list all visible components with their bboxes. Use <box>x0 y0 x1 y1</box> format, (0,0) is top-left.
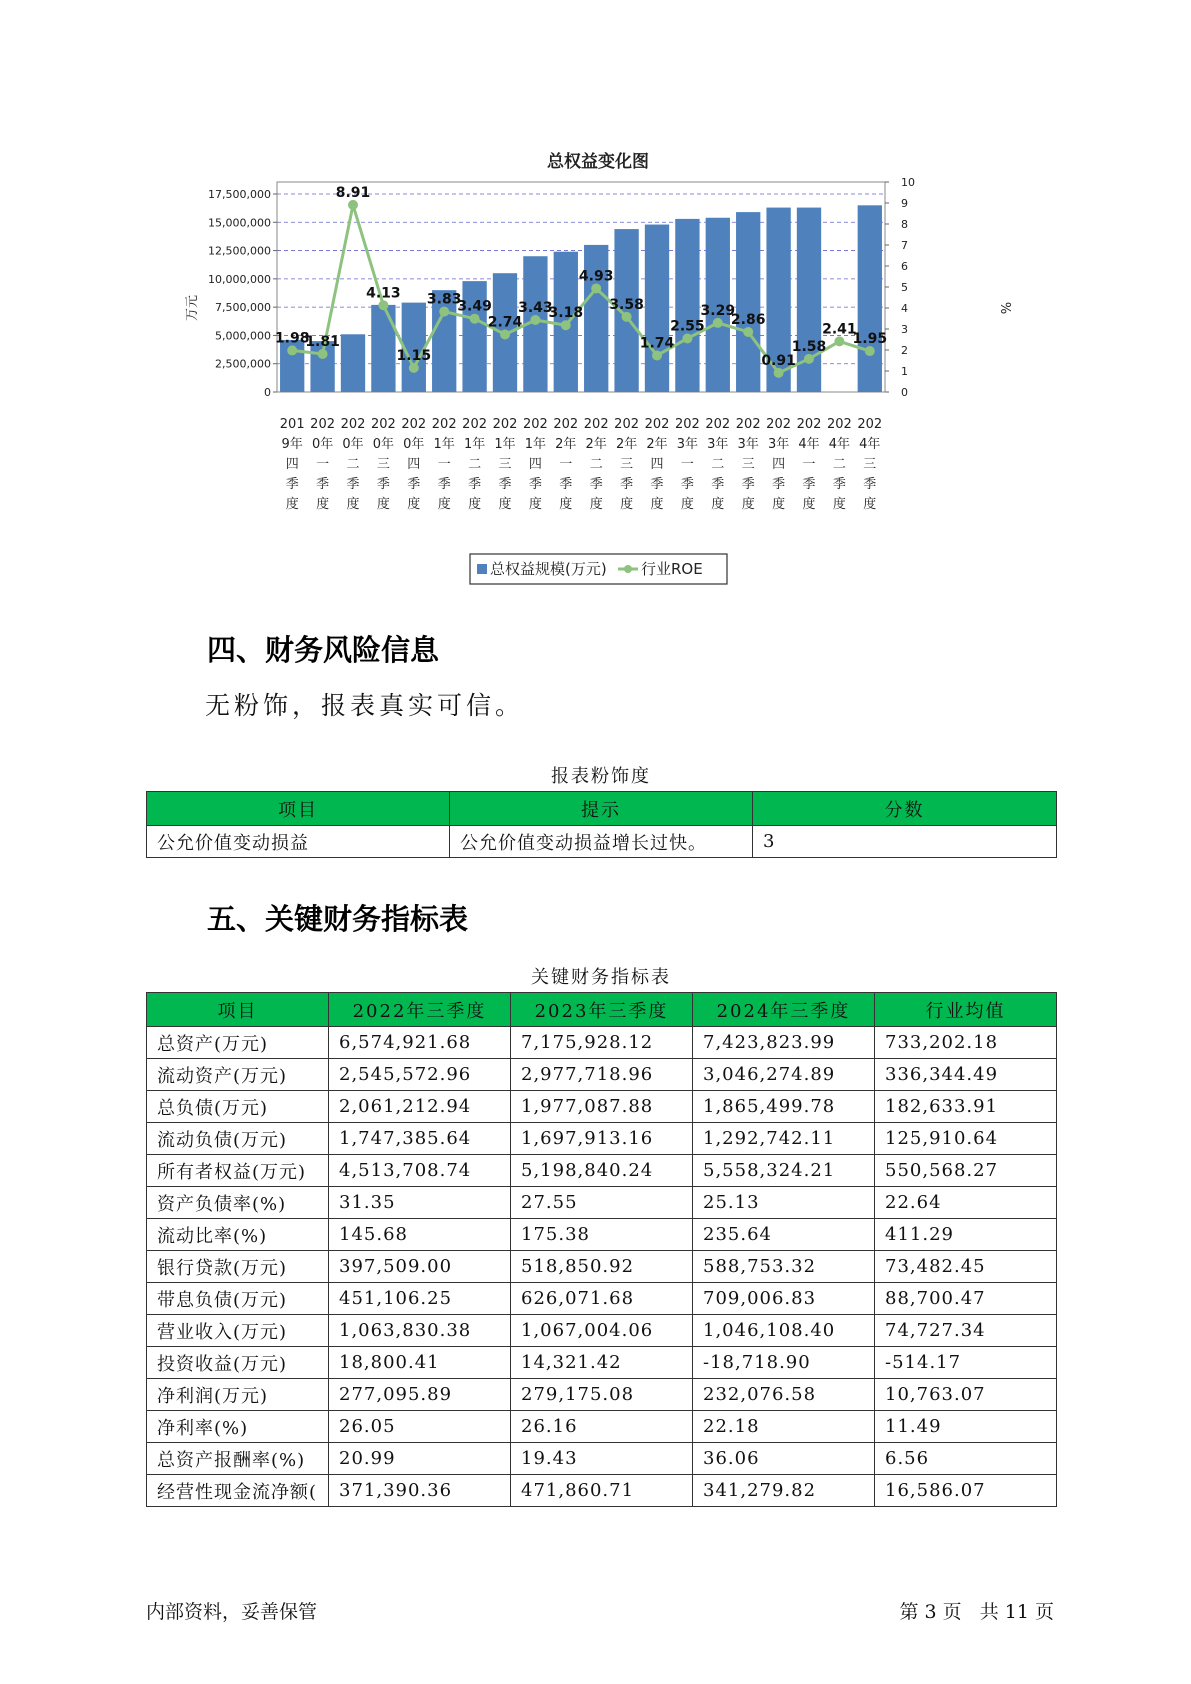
value-industry: 733,202.18 <box>875 1027 1057 1059</box>
value-2024: 25.13 <box>693 1187 875 1219</box>
metrics-header-item: 项目 <box>147 993 329 1027</box>
footer-confidential: 内部资料，妥善保管 <box>146 1601 318 1623</box>
value-industry: 11.49 <box>875 1411 1057 1443</box>
right-axis-label: % <box>997 301 1012 315</box>
metric-name: 营业收入(万元) <box>147 1315 329 1347</box>
x-tick-label: 度 <box>285 497 299 512</box>
x-tick-label: 三 <box>620 457 634 472</box>
value-2022: 277,095.89 <box>329 1379 511 1411</box>
risk-table <box>146 791 1057 858</box>
x-tick-label: 度 <box>316 497 330 512</box>
x-tick-label: 1年 <box>524 437 547 452</box>
left-tick-label: 0 <box>264 386 271 399</box>
risk-cell-score: 3 <box>753 826 1057 858</box>
table-row <box>147 1315 1057 1347</box>
x-tick-label: 度 <box>376 497 390 512</box>
metric-name: 银行贷款(万元) <box>147 1251 329 1283</box>
metric-name: 净利润(万元) <box>147 1379 329 1411</box>
x-tick-label: 201 <box>279 417 305 432</box>
x-tick-label: 度 <box>711 497 725 512</box>
x-tick-label: 1年 <box>433 437 455 452</box>
x-tick-label: 0年 <box>342 437 364 452</box>
x-tick-label: 三 <box>741 457 755 472</box>
x-tick-label: 度 <box>832 497 846 512</box>
value-2024: 1,865,499.78 <box>693 1091 875 1123</box>
value-2024: 7,423,823.99 <box>693 1027 875 1059</box>
x-tick-label: 度 <box>528 497 542 512</box>
value-2023: 471,860.71 <box>511 1475 693 1507</box>
roe-data-label: 3.49 <box>457 298 492 315</box>
value-industry: 6.56 <box>875 1443 1057 1475</box>
risk-cell-hint: 公允价值变动损益增长过快。 <box>450 826 753 858</box>
x-tick-label: 202 <box>826 417 852 432</box>
value-industry: 73,482.45 <box>875 1251 1057 1283</box>
x-tick-label: 季 <box>589 477 603 492</box>
x-tick-label: 度 <box>407 497 421 512</box>
roe-point <box>834 336 844 346</box>
x-tick-label: 202 <box>705 417 731 432</box>
roe-point <box>682 333 692 343</box>
metric-name: 投资收益(万元) <box>147 1347 329 1379</box>
roe-data-label: 1.95 <box>852 331 888 348</box>
table-row <box>147 1091 1057 1123</box>
metric-name: 流动负债(万元) <box>147 1123 329 1155</box>
value-2024: 588,753.32 <box>693 1251 875 1283</box>
x-tick-label: 一 <box>559 457 573 472</box>
section5-heading: 五、关键财务指标表 <box>207 902 469 936</box>
x-tick-label: 0年 <box>372 437 395 452</box>
roe-point <box>378 300 388 310</box>
x-tick-label: 度 <box>620 497 634 512</box>
value-2022: 2,545,572.96 <box>329 1059 511 1091</box>
x-tick-label: 2年 <box>585 437 607 452</box>
value-2023: 5,198,840.24 <box>511 1155 693 1187</box>
x-tick-label: 一 <box>802 457 816 472</box>
value-2024: 1,046,108.40 <box>693 1315 875 1347</box>
bar <box>858 205 882 392</box>
roe-data-label: 3.29 <box>700 302 736 319</box>
x-tick-label: 度 <box>346 497 360 512</box>
x-tick-label: 202 <box>644 417 670 432</box>
risk-header-item: 项目 <box>147 792 450 826</box>
x-tick-label: 二 <box>832 457 846 472</box>
x-tick-label: 4年 <box>828 437 851 452</box>
value-2022: 31.35 <box>329 1187 511 1219</box>
risk-header-score: 分数 <box>753 792 1057 826</box>
roe-data-label: 3.83 <box>426 291 462 308</box>
value-industry: 411.29 <box>875 1219 1057 1251</box>
metrics-table <box>146 992 1057 1507</box>
value-industry: 125,910.64 <box>875 1123 1057 1155</box>
line-series <box>275 185 887 378</box>
value-2024: 709,006.83 <box>693 1283 875 1315</box>
value-2024: 1,292,742.11 <box>693 1123 875 1155</box>
risk-cell-item: 公允价值变动损益 <box>147 826 450 858</box>
roe-point <box>743 327 753 337</box>
value-2024: 3,046,274.89 <box>693 1059 875 1091</box>
x-tick-label: 4年 <box>798 437 820 452</box>
x-tick-label: 202 <box>674 417 700 432</box>
roe-data-label: 4.13 <box>366 285 401 302</box>
x-tick-label: 季 <box>772 477 786 492</box>
x-tick-label: 202 <box>340 417 366 432</box>
value-2023: 1,067,004.06 <box>511 1315 693 1347</box>
left-tick-label: 12,500,000 <box>208 244 271 258</box>
metrics-header-2022: 2022年三季度 <box>329 993 511 1027</box>
value-industry: 22.64 <box>875 1187 1057 1219</box>
legend-line-label: 行业ROE <box>641 560 703 578</box>
metrics-header-industry: 行业均值 <box>875 993 1057 1027</box>
x-tick-label: 季 <box>680 477 694 492</box>
x-tick-label: 季 <box>620 477 634 492</box>
x-tick-label: 季 <box>376 477 390 492</box>
left-tick-label: 7,500,000 <box>215 301 271 315</box>
value-2024: 36.06 <box>693 1443 875 1475</box>
bar <box>736 212 760 392</box>
x-tick-label: 四 <box>528 457 542 472</box>
bar <box>341 334 365 392</box>
x-tick-label: 季 <box>528 477 542 492</box>
x-tick-label: 度 <box>741 497 755 512</box>
table-row <box>147 1155 1057 1187</box>
table-row <box>147 1059 1057 1091</box>
value-2022: 6,574,921.68 <box>329 1027 511 1059</box>
metrics-table-body <box>147 1027 1057 1507</box>
metric-name: 带息负债(万元) <box>147 1283 329 1315</box>
roe-point <box>591 283 601 293</box>
roe-data-label: 1.15 <box>396 347 432 364</box>
value-2024: 22.18 <box>693 1411 875 1443</box>
right-tick-label: 5 <box>901 281 908 294</box>
bar <box>645 225 669 392</box>
metrics-header-2024: 2024年三季度 <box>693 993 875 1027</box>
left-axis <box>208 188 277 399</box>
value-2022: 397,509.00 <box>329 1251 511 1283</box>
x-tick-label: 三 <box>863 457 877 472</box>
x-tick-label: 202 <box>462 417 488 432</box>
value-2024: 5,558,324.21 <box>693 1155 875 1187</box>
footer-page-number: 第 3 页 共 11 页 <box>899 1601 1054 1623</box>
value-2022: 1,063,830.38 <box>329 1315 511 1347</box>
right-tick-label: 0 <box>901 386 908 399</box>
value-2023: 14,321.42 <box>511 1347 693 1379</box>
table-row <box>147 1347 1057 1379</box>
x-tick-label: 3年 <box>676 437 699 452</box>
x-tick-label: 度 <box>650 497 664 512</box>
right-axis <box>885 176 915 399</box>
roe-point <box>865 346 875 356</box>
bar <box>675 219 699 392</box>
value-industry: 74,727.34 <box>875 1315 1057 1347</box>
x-axis-labels <box>280 417 882 512</box>
roe-point <box>318 349 328 359</box>
roe-point <box>774 368 784 378</box>
roe-data-label: 2.41 <box>822 321 857 338</box>
x-tick-label: 9年 <box>281 437 303 452</box>
metric-name: 总资产报酬率(%) <box>147 1443 329 1475</box>
roe-data-label: 1.74 <box>639 335 675 352</box>
x-tick-label: 202 <box>735 417 761 432</box>
roe-data-label: 0.91 <box>761 352 796 369</box>
value-2024: 232,076.58 <box>693 1379 875 1411</box>
roe-point <box>622 312 632 322</box>
x-tick-label: 季 <box>407 477 421 492</box>
roe-point <box>439 307 449 317</box>
x-tick-label: 202 <box>401 417 427 432</box>
x-tick-label: 一 <box>437 457 451 472</box>
right-tick-label: 7 <box>901 239 908 252</box>
x-tick-label: 季 <box>285 477 299 492</box>
metric-name: 净利率(%) <box>147 1411 329 1443</box>
value-2023: 1,977,087.88 <box>511 1091 693 1123</box>
metric-name: 总资产(万元) <box>147 1027 329 1059</box>
roe-data-label: 4.93 <box>578 268 614 285</box>
x-tick-label: 202 <box>553 417 579 432</box>
legend-bar-label: 总权益规模(万元) <box>490 560 607 578</box>
value-2022: 145.68 <box>329 1219 511 1251</box>
value-2022: 18,800.41 <box>329 1347 511 1379</box>
metric-name: 流动比率(%) <box>147 1219 329 1251</box>
x-tick-label: 一 <box>680 457 694 472</box>
x-tick-label: 季 <box>316 477 330 492</box>
x-tick-label: 季 <box>346 477 360 492</box>
x-tick-label: 202 <box>431 417 457 432</box>
x-tick-label: 2年 <box>615 437 638 452</box>
x-tick-label: 度 <box>802 497 816 512</box>
right-tick-label: 10 <box>901 176 915 189</box>
right-tick-label: 2 <box>901 344 908 357</box>
chart-legend <box>470 554 727 584</box>
x-tick-label: 202 <box>857 417 883 432</box>
x-tick-label: 三 <box>376 457 390 472</box>
right-tick-label: 8 <box>901 218 908 231</box>
table-row <box>147 1379 1057 1411</box>
section4-text: 无粉饰，报表真实可信。 <box>205 691 525 720</box>
x-tick-label: 2年 <box>555 437 577 452</box>
right-tick-label: 6 <box>901 260 908 273</box>
x-tick-label: 度 <box>680 497 694 512</box>
x-tick-label: 二 <box>468 457 482 472</box>
roe-data-label: 1.81 <box>305 333 340 350</box>
roe-data-label: 3.43 <box>518 299 553 316</box>
value-2022: 20.99 <box>329 1443 511 1475</box>
left-axis-label: 万元 <box>185 294 200 322</box>
x-tick-label: 度 <box>437 497 451 512</box>
metrics-table-caption: 关键财务指标表 <box>531 967 671 988</box>
x-tick-label: 季 <box>650 477 664 492</box>
value-2023: 175.38 <box>511 1219 693 1251</box>
x-tick-label: 度 <box>498 497 512 512</box>
x-tick-label: 季 <box>863 477 877 492</box>
roe-data-label: 2.86 <box>730 311 766 328</box>
value-2023: 279,175.08 <box>511 1379 693 1411</box>
x-tick-label: 3年 <box>707 437 729 452</box>
left-tick-label: 15,000,000 <box>208 216 271 230</box>
value-2023: 2,977,718.96 <box>511 1059 693 1091</box>
right-tick-label: 3 <box>901 323 908 336</box>
x-tick-label: 202 <box>310 417 336 432</box>
value-2022: 1,747,385.64 <box>329 1123 511 1155</box>
risk-table-header <box>147 792 1057 826</box>
roe-point <box>804 354 814 364</box>
roe-point <box>530 315 540 325</box>
metric-name: 流动资产(万元) <box>147 1059 329 1091</box>
table-row <box>147 1251 1057 1283</box>
value-industry: 182,633.91 <box>875 1091 1057 1123</box>
risk-header-hint: 提示 <box>450 792 753 826</box>
x-tick-label: 四 <box>285 457 299 472</box>
roe-point <box>348 200 358 210</box>
chart-title: 总权益变化图 <box>547 152 649 172</box>
metrics-table-header <box>147 993 1057 1027</box>
x-tick-label: 三 <box>498 457 512 472</box>
table-row <box>147 1411 1057 1443</box>
x-tick-label: 202 <box>796 417 822 432</box>
roe-data-label: 2.74 <box>487 314 523 331</box>
metric-name: 总负债(万元) <box>147 1091 329 1123</box>
table-row <box>147 1187 1057 1219</box>
x-tick-label: 202 <box>614 417 640 432</box>
value-2024: -18,718.90 <box>693 1347 875 1379</box>
legend-line-marker <box>624 565 632 573</box>
table-row <box>147 1475 1057 1507</box>
table-row <box>147 1283 1057 1315</box>
value-2024: 235.64 <box>693 1219 875 1251</box>
risk-table-caption: 报表粉饰度 <box>551 766 651 787</box>
roe-data-label: 3.18 <box>548 305 584 322</box>
x-tick-label: 四 <box>407 457 421 472</box>
x-tick-label: 202 <box>492 417 518 432</box>
x-tick-label: 季 <box>498 477 512 492</box>
roe-data-label: 1.58 <box>791 338 827 355</box>
value-industry: 88,700.47 <box>875 1283 1057 1315</box>
right-tick-label: 9 <box>901 197 908 210</box>
roe-point <box>561 320 571 330</box>
x-tick-label: 0年 <box>311 437 334 452</box>
x-tick-label: 1年 <box>494 437 516 452</box>
x-tick-label: 0年 <box>403 437 425 452</box>
right-tick-label: 4 <box>901 302 908 315</box>
bar <box>371 305 395 392</box>
x-tick-label: 一 <box>316 457 330 472</box>
x-tick-label: 季 <box>832 477 846 492</box>
value-2023: 27.55 <box>511 1187 693 1219</box>
x-tick-label: 二 <box>589 457 603 472</box>
value-2023: 1,697,913.16 <box>511 1123 693 1155</box>
x-tick-label: 季 <box>559 477 573 492</box>
x-tick-label: 季 <box>468 477 482 492</box>
table-row <box>147 826 1057 858</box>
value-2022: 4,513,708.74 <box>329 1155 511 1187</box>
x-tick-label: 3年 <box>767 437 790 452</box>
x-tick-label: 度 <box>559 497 573 512</box>
metric-name: 资产负债率(%) <box>147 1187 329 1219</box>
roe-data-label: 8.91 <box>335 184 371 201</box>
table-row <box>147 1027 1057 1059</box>
roe-point <box>287 345 297 355</box>
x-tick-label: 季 <box>802 477 816 492</box>
value-2023: 7,175,928.12 <box>511 1027 693 1059</box>
x-tick-label: 度 <box>772 497 786 512</box>
value-industry: 336,344.49 <box>875 1059 1057 1091</box>
roe-data-label: 2.55 <box>670 318 705 335</box>
value-2022: 2,061,212.94 <box>329 1091 511 1123</box>
roe-point <box>652 350 662 360</box>
value-2023: 19.43 <box>511 1443 693 1475</box>
value-2022: 371,390.36 <box>329 1475 511 1507</box>
x-tick-label: 度 <box>589 497 603 512</box>
value-2023: 26.16 <box>511 1411 693 1443</box>
legend-bar-swatch <box>477 564 487 574</box>
value-industry: 16,586.07 <box>875 1475 1057 1507</box>
metric-name: 经营性现金流净额( <box>147 1475 329 1507</box>
x-tick-label: 度 <box>468 497 482 512</box>
x-tick-label: 202 <box>766 417 792 432</box>
x-tick-label: 二 <box>346 457 360 472</box>
value-2024: 341,279.82 <box>693 1475 875 1507</box>
value-industry: 550,568.27 <box>875 1155 1057 1187</box>
value-2023: 626,071.68 <box>511 1283 693 1315</box>
value-2022: 26.05 <box>329 1411 511 1443</box>
table-row <box>147 1123 1057 1155</box>
x-tick-label: 202 <box>583 417 609 432</box>
roe-point <box>470 314 480 324</box>
value-2022: 451,106.25 <box>329 1283 511 1315</box>
metric-name: 所有者权益(万元) <box>147 1155 329 1187</box>
x-tick-label: 季 <box>711 477 725 492</box>
metrics-header-2023: 2023年三季度 <box>511 993 693 1027</box>
x-tick-label: 2年 <box>646 437 668 452</box>
x-tick-label: 202 <box>522 417 548 432</box>
x-tick-label: 202 <box>370 417 396 432</box>
x-tick-label: 季 <box>741 477 755 492</box>
x-tick-label: 四 <box>650 457 664 472</box>
x-tick-label: 3年 <box>737 437 759 452</box>
left-tick-label: 5,000,000 <box>215 329 271 343</box>
equity-chart <box>180 140 1020 590</box>
x-tick-label: 1年 <box>463 437 486 452</box>
value-2023: 518,850.92 <box>511 1251 693 1283</box>
left-tick-label: 10,000,000 <box>208 272 271 286</box>
x-tick-label: 度 <box>863 497 877 512</box>
roe-data-label: 1.98 <box>274 330 310 347</box>
x-tick-label: 季 <box>437 477 451 492</box>
value-industry: -514.17 <box>875 1347 1057 1379</box>
roe-point <box>500 329 510 339</box>
bar <box>584 245 608 392</box>
left-tick-label: 2,500,000 <box>215 357 271 371</box>
section4-heading: 四、财务风险信息 <box>207 633 440 667</box>
roe-point <box>409 363 419 373</box>
roe-point <box>713 318 723 328</box>
left-tick-label: 17,500,000 <box>208 188 271 201</box>
table-row <box>147 1219 1057 1251</box>
table-row <box>147 1443 1057 1475</box>
value-industry: 10,763.07 <box>875 1379 1057 1411</box>
x-tick-label: 二 <box>711 457 725 472</box>
right-tick-label: 1 <box>901 365 908 378</box>
roe-data-label: 3.58 <box>609 296 644 313</box>
x-tick-label: 4年 <box>859 437 881 452</box>
x-tick-label: 四 <box>772 457 786 472</box>
